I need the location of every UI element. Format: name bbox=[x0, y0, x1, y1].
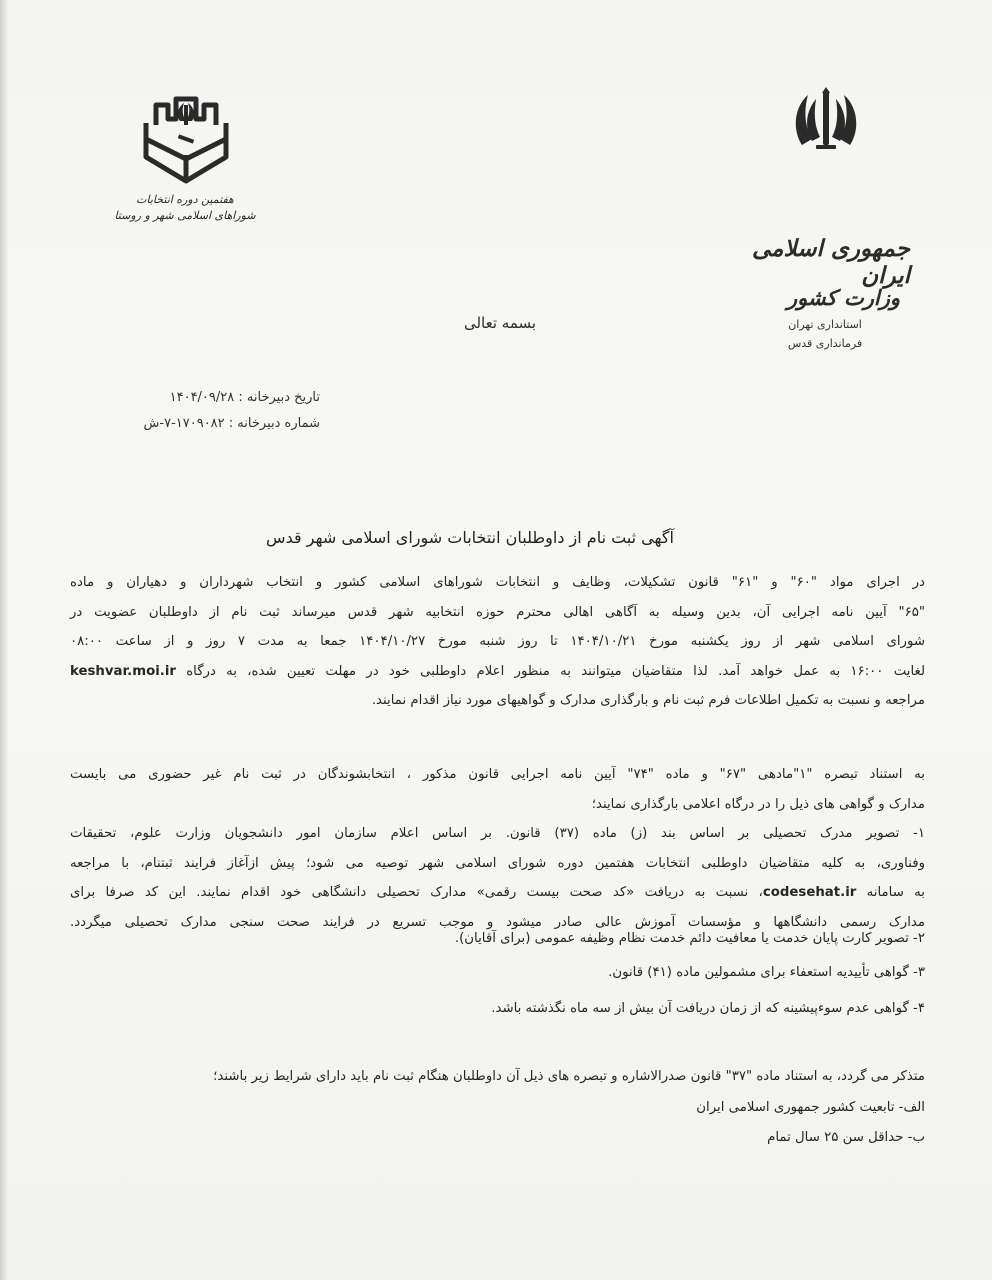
paragraph-documents bbox=[70, 760, 925, 937]
province-office: استانداری تهران bbox=[788, 318, 862, 331]
paragraph-line: در اجرای مواد "۶۰" و "۶۱" قانون تشکیلات، وظایف و انتخابات شوراهای اسلامی کشور و انتخاب شهرداران و دهیاران و ماده bbox=[70, 575, 925, 590]
paragraph-line: شورای اسلامی شهر از روز یکشنبه مورخ ۱۴۰۴/۱۰/۲۱ تا روز شنبه مورخ ۱۴۰۴/۱۰/۲۷ جمعا به مدت ۷ روز و از ساعت ۰۸:۰۰ bbox=[70, 634, 925, 649]
paragraph-line: "۶۵" آیین نامه اجرایی آن، بدین وسیله به آگاهی اهالی محترم حوزه انتخابیه شهر قدس میرساند ثبت نام از داوطلبان عضویت در bbox=[70, 604, 925, 620]
paragraph-registration bbox=[70, 568, 925, 716]
election-logo-block bbox=[110, 95, 270, 235]
date-value: ۱۴۰۴/۰۹/۲۸ bbox=[169, 390, 235, 405]
paragraph-line: به استناد تبصره "۱"مادهی "۶۷" و ماده "۷۴" آیین نامه اجرایی قانون مذکور ، انتخابشوندگان در ثبت نام غیر حضوری می بایست bbox=[70, 767, 925, 782]
list-item: ۴- گواهی عدم سوءپیشینه که از زمان دریافت آن بیش از سه ماه نگذشته باشد. bbox=[491, 1001, 925, 1016]
paragraph-line: مدارک و گواهی های ذیل را در درگاه اعلامی بارگذاری نمایند؛ bbox=[591, 796, 925, 812]
ministry-name-line2: وزارت کشور bbox=[786, 285, 900, 310]
number-label: شماره دبیرخانه : bbox=[228, 416, 320, 431]
election-edition: هفتمین دوره انتخابات bbox=[136, 193, 234, 206]
basmala: بسمه تعالی bbox=[463, 314, 537, 332]
paragraph-line: مراجعه و نسبت به تکمیل اطلاعات فرم ثبت نام و بارگذاری مدارک و گواهیهای مورد نیاز اقدام نمایند. bbox=[371, 693, 925, 708]
paragraph-line: ۱- تصویر مدرک تحصیلی بر اساس بند (ز) ماده (۳۷) قانون. بر اساس اعلام سازمان امور دانشجویان وزارت علوم، تحقیقات bbox=[70, 826, 925, 841]
paragraph-line: مدارک رسمی دانشگاهها و مؤسسات آموزش عالی صادر میشود و موجب تسریع در فرایند صحت سنجی مدارک تحصیلی میگردد. bbox=[70, 914, 925, 930]
paper-shadow-edge bbox=[0, 0, 8, 1280]
list-item: ۳- گواهی تأییدیه استعفاء برای مشمولین ماده (۴۱) قانون. bbox=[608, 965, 925, 980]
ministry-header bbox=[730, 85, 920, 350]
election-councils: شوراهای اسلامی شهر و روستا bbox=[114, 209, 256, 222]
secretariat-date bbox=[100, 390, 320, 405]
portal-link[interactable]: keshvar.moi.ir bbox=[70, 663, 176, 679]
codesehat-link[interactable]: codesehat.ir bbox=[762, 885, 857, 900]
ballot-box-icon bbox=[140, 95, 232, 190]
paragraph-line: لغایت ۱۶:۰۰ به عمل خواهد آمد. لذا متقاضیان میتوانند به منظور اعلام داوطلبی خود در مهلت تعیین شده، به درگاه keshvar.moi.ir bbox=[70, 663, 925, 679]
announcement-title: آگهی ثبت نام از داوطلبان انتخابات شورای اسلامی شهر قدس bbox=[266, 528, 674, 547]
number-value: ۱۷۰۹۰۸۲-۷-ش bbox=[143, 416, 225, 431]
secretariat-number bbox=[100, 416, 320, 431]
closing-note: متذکر می گردد، به استناد ماده "۳۷" قانون صدرالاشاره و تبصره های ذیل آن داوطلبان هنگام ثبت نام باید دارای شرایط زیر باشند؛ bbox=[213, 1069, 925, 1084]
condition-item: الف- تابعیت کشور جمهوری اسلامی ایران bbox=[696, 1100, 925, 1115]
county-office: فرمانداری قدس bbox=[787, 337, 863, 350]
iran-emblem-icon bbox=[790, 85, 862, 157]
date-label: تاریخ دبیرخانه : bbox=[238, 390, 320, 405]
paragraph-line: به سامانه codesehat.ir، نسبت به دریافت «کد صحت بیست رقمی» مدارک تحصیلی دانشگاهی خود اقدام نمایند. این کد صرفا برای bbox=[70, 885, 925, 900]
ministry-name-line1: جمهوری اسلامی ایران bbox=[752, 235, 910, 289]
paragraph-line: وفناوری، به کلیه متقاضیان داوطلبی انتخابات هفتمین دوره شورای اسلامی شهر توصیه می شود؛ پیش ازآغاز فرایند ثبتنام، با مراجعه bbox=[70, 855, 925, 871]
condition-item: ب- حداقل سن ۲۵ سال تمام bbox=[767, 1130, 925, 1145]
list-item: ۲- تصویر کارت پایان خدمت یا معافیت دائم خدمت نظام وظیفه عمومی (برای آقایان). bbox=[454, 931, 925, 946]
